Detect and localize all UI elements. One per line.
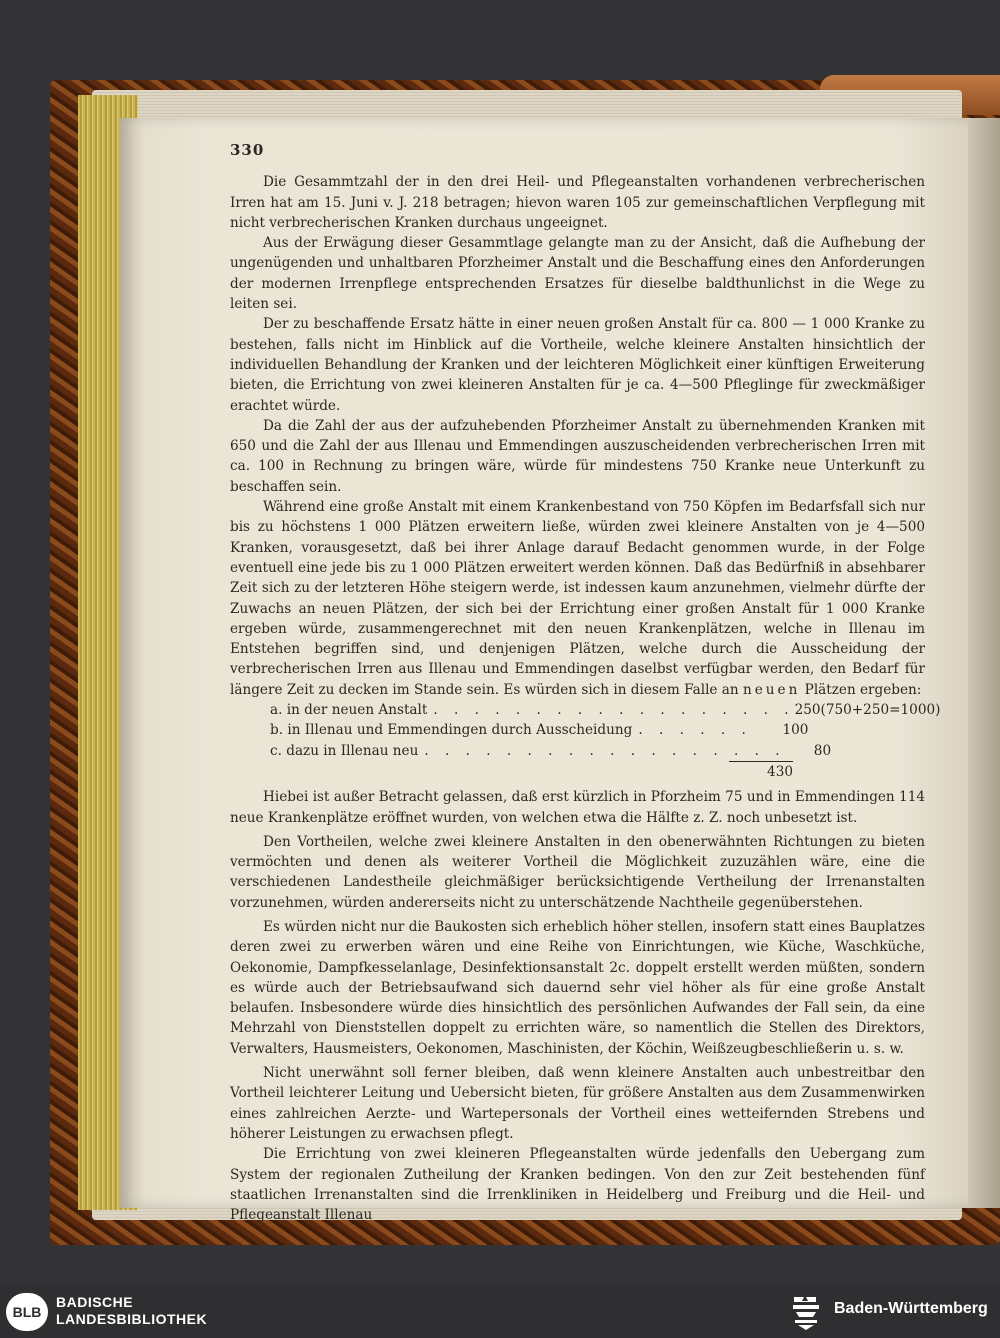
library-name-line2: LANDESBIBLIOTHEK [56, 1311, 208, 1327]
list-item [230, 700, 941, 720]
list-item-note: (750+250=1000) [820, 702, 941, 719]
list-item-label: c. dazu in Illenau neu [270, 742, 419, 759]
paragraph: Aus der Erwägung dieser Gesammtlage gelangte man zu der Ansicht, daß die Aufhebung der ungenügenden und unhaltbaren Pforzheimer Anstalt und die Beschaffung eines den Anforderungen der modernen Irrenpflege entsprechenden Ersatzes für dieselbe baldthunlichst in die Wege zu leiten sei. [230, 235, 925, 313]
page-text [230, 140, 941, 1225]
list-total: 430 [729, 761, 793, 782]
leader-dots: . . . . . . . . . . . . . . . . . . [433, 702, 795, 719]
emphasized-word: neuen [742, 681, 801, 698]
list-item-value: 80 [813, 742, 832, 759]
list-item [230, 720, 925, 740]
paragraph [230, 497, 925, 700]
baden-wuerttemberg-emblem-icon[interactable] [790, 1293, 822, 1331]
leader-dots: . . . . . . . . . . . . . . . . . . [424, 742, 786, 759]
page-curl-shadow [968, 118, 1000, 1208]
paragraph: Hiebei ist außer Betracht gelassen, daß erst kürzlich in Pforzheim 75 und in Emmendingen 114 neue Krankenplätze eröffnet wurden, von welchen etwa die Hälfte z. Z. noch unbesetzt ist. [230, 789, 925, 826]
list-item-value: 100 [782, 722, 809, 739]
paragraph: Den Vortheilen, welche zwei kleinere Anstalten in den obenerwähnten Richtungen zu bieten vermöchten und denen als weiterer Vortheil die Möglichkeit zuzuzählen wäre, eine die verschiedenen Landestheile gleichmäßiger berücksichtigende Vertheilung der Irrenanstalten vorzunehmen, würden andererseits nicht zu unterschätzende Nachtheile gegenüberstehen. [230, 833, 925, 911]
list-item-value: 250 [794, 702, 821, 719]
paragraph-text-end: Plätzen ergeben: [804, 681, 922, 698]
paragraph: Die Errichtung von zwei kleineren Pflegeanstalten würde jedenfalls den Uebergang zum System der regionalen Zutheilung der Kranken bedingen. Von den zur Zeit bestehenden fünf staatlichen Irrenanstalten sind die Irrenkliniken in Heidelberg und Freiburg und die Heil- und Pflegeanstalt Illenau [230, 1146, 925, 1224]
leader-dots: . . . . . . [638, 722, 752, 739]
list-item-label: b. in Illenau und Emmendingen durch Ausscheidung [270, 722, 633, 739]
blb-logo-icon[interactable]: BLB [6, 1293, 48, 1331]
footer-bar [0, 1285, 1000, 1338]
library-name[interactable] [56, 1294, 207, 1328]
page-number: 330 [230, 141, 265, 159]
paragraph: Da die Zahl der aus der aufzuhebenden Pforzheimer Anstalt zu übernehmenden Kranken mit 650 und die Zahl der aus Illenau und Emmendingen auszuscheidenden verbrecherischen Irren mit ca. 100 in Rechnung zu bringen wäre, würde für mindestens 750 Kranke neue Unterkunft zu beschaffen sein. [230, 417, 925, 495]
paragraph: Nicht unerwähnt soll ferner bleiben, daß wenn kleinere Anstalten auch unbestreitbar den Vortheil leichterer Leitung und Uebersicht bieten, für größere Anstalten aus dem Zusammenwirken eines zahlreichen Aerzte- und Wartepersonals der Vortheil eines wetteifernden Strebens und höherer Leistungen zu erwachsen pflegt. [230, 1065, 925, 1142]
state-name[interactable]: Baden-Württemberg [834, 1300, 988, 1317]
list-total-row [230, 761, 925, 781]
paragraph-text: Während eine große Anstalt mit einem Krankenbestand von 750 Köpfen im Bedarfsfall sich nur bis zu höchstens 1 000 Plätzen erweitern ließe, würden zwei kleinere Anstalten von je 4—500 Kranken, vorausgesetzt, daß bei ihrer Anlage darauf Bedacht genommen wurde, in der Folge eventuell eine jede bis zu 1 000 Plätzen erweitert werden können. Daß das Bedürfniß in absehbarer Zeit sich zu der letzteren Höhe steigern werde, ist indessen kaum anzunehmen, vielmehr dürfte der Zuwachs an neuen Plätzen, der sich bei der Errichtung einer großen Anstalt für 1 000 Kranke ergeben würde, zusammengerechnet mit den neuen Krankenplätzen, welche in Illenau im Entstehen begriffen sind, und denjenigen Plätzen, welche durch die Ausscheidung der verbrecherischen Irren aus Illenau und Emmendingen daselbst verfügbar werden, den Bedarf für längere Zeit zu decken im Stande sein. Es würden sich in diesem Falle an [230, 499, 925, 698]
places-list [230, 700, 941, 781]
list-item-label: a. in der neuen Anstalt [270, 702, 428, 719]
paragraph: Der zu beschaffende Ersatz hätte in einer neuen großen Anstalt für ca. 800 — 1 000 Kranke zu bestehen, falls nicht im Hinblick auf die Vortheile, welche kleinere Anstalten hinsichtlich der individuellen Behandlung der Kranken und der leichteren Möglichkeit einer künftigen Erweiterung bieten, die Errichtung von zwei kleineren Anstalten für je ca. 4—500 Pfleglinge für zweckmäßiger erachtet würde. [230, 316, 925, 414]
library-name-line1: BADISCHE [56, 1294, 134, 1310]
paragraph: Es würden nicht nur die Baukosten sich erheblich höher stellen, insofern statt eines Bauplatzes deren zwei zu erwerben wären und eine Reihe von Einrichtungen, wie Küche, Waschküche, Oekonomie, Dampfkesselanlage, Desinfektionsanstalt 2c. doppelt erstellt werden müßten, sondern es würde auch der Betriebsaufwand sich dauernd sehr viel höher als für eine große Anstalt belaufen. Insbesondere würde dies hinsichtlich des persönlichen Aufwandes der Fall sein, da eine Mehrzahl von Dienststellen doppelt zu errichten wäre, so namentlich die Stellen des Direktors, Verwalters, Hausmeisters, Oekonomen, Maschinisten, der Köchin, Weißzeugbeschließerin u. s. w. [230, 918, 925, 1057]
list-item [230, 741, 925, 761]
paragraph: Die Gesammtzahl der in den drei Heil- und Pflegeanstalten vorhandenen verbrecherischen Irren hat am 15. Juni v. J. 218 betragen; hievon waren 105 zur gemeinschaftlichen Verpflegung mit nicht verbrecherischen Kranken durchaus ungeeignet. [230, 174, 925, 231]
